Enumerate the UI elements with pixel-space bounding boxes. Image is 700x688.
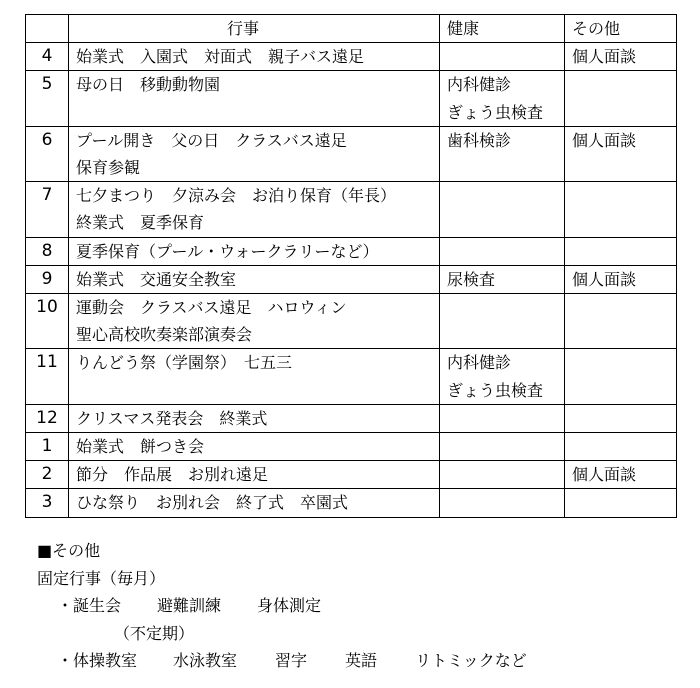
health-cell <box>440 404 565 432</box>
events-cell <box>69 349 440 404</box>
month-cell: 10 <box>26 294 69 349</box>
event-line: りんどう祭（学園祭） 七五三 <box>76 353 293 373</box>
events-cell <box>69 404 440 432</box>
other-cell <box>565 294 677 349</box>
event-line: 運動会 クラスバス遠足 ハロウィン <box>76 298 347 318</box>
events-cell <box>69 265 440 293</box>
month-cell: 9 <box>26 265 69 293</box>
event-line: 始業式 交通安全教室 <box>76 269 237 289</box>
table-row <box>26 43 677 71</box>
table-body <box>26 43 677 517</box>
irregular-label: （不定期） <box>114 623 195 643</box>
health-cell <box>440 461 565 489</box>
event-line: 聖心高校吹奏楽部演奏会 <box>76 325 253 345</box>
event-line: ひな祭り お別れ会 終了式 卒園式 <box>76 493 349 513</box>
monthly-item: 避難訓練 <box>157 596 222 615</box>
events-cell <box>69 43 440 71</box>
event-line: 母の日 移動動物園 <box>76 75 221 95</box>
other-cell <box>565 404 677 432</box>
irregular-items-row <box>37 647 527 675</box>
month-cell: 8 <box>26 237 69 265</box>
other-cell <box>565 43 677 71</box>
table-row <box>26 461 677 489</box>
annual-schedule-table <box>25 14 677 518</box>
monthly-items-row <box>37 592 527 620</box>
event-line: 節分 作品展 お別れ遠足 <box>76 465 269 485</box>
health-line: 内科健診 <box>447 75 512 95</box>
irregular-item: 習字 <box>275 651 308 670</box>
health-line: 歯科検診 <box>447 130 512 150</box>
event-line: 七夕まつり 夕涼み会 お泊り保育（年長） <box>76 186 397 206</box>
event-line: プール開き 父の日 クラスバス遠足 <box>76 130 347 150</box>
irregular-item: リトミックなど <box>415 651 527 670</box>
other-cell <box>565 489 677 517</box>
health-cell <box>440 294 565 349</box>
table-header-row <box>26 15 677 43</box>
table-row <box>26 182 677 237</box>
event-line: 保育参観 <box>76 158 141 178</box>
table-row <box>26 404 677 432</box>
health-cell <box>440 349 565 404</box>
table-row <box>26 126 677 181</box>
events-cell <box>69 126 440 181</box>
other-line: 個人面談 <box>572 47 637 67</box>
other-heading: ■その他 <box>37 541 101 560</box>
monthly-item: ・誕生会 <box>57 596 122 615</box>
events-cell <box>69 71 440 126</box>
other-cell <box>565 265 677 293</box>
event-line: クリスマス発表会 終業式 <box>76 408 268 428</box>
header-events <box>69 15 440 43</box>
other-cell <box>565 71 677 126</box>
monthly-item: 身体測定 <box>257 596 322 615</box>
header-events-right: 事 <box>243 19 260 38</box>
health-line: ぎょう虫検査 <box>447 380 544 400</box>
month-cell: 4 <box>26 43 69 71</box>
health-cell <box>440 71 565 126</box>
irregular-item: 英語 <box>345 651 378 670</box>
month-cell: 7 <box>26 182 69 237</box>
header-events-left: 行 <box>227 19 244 38</box>
other-cell <box>565 349 677 404</box>
event-line: 始業式 餅つき会 <box>76 437 205 457</box>
health-cell <box>440 126 565 181</box>
month-cell: 12 <box>26 404 69 432</box>
event-line: 夏季保育（プール・ウォークラリーなど） <box>76 241 379 261</box>
table-row <box>26 489 677 517</box>
irregular-item: 水泳教室 <box>173 651 238 670</box>
other-cell <box>565 182 677 237</box>
month-cell: 3 <box>26 489 69 517</box>
health-cell <box>440 433 565 461</box>
irregular-item: ・体操教室 <box>57 651 138 670</box>
events-cell <box>69 294 440 349</box>
health-cell <box>440 489 565 517</box>
header-health: 健康 <box>440 15 565 43</box>
month-cell: 1 <box>26 433 69 461</box>
table-row <box>26 71 677 126</box>
health-line: 内科健診 <box>447 353 512 373</box>
events-cell <box>69 182 440 237</box>
event-line: 終業式 夏季保育 <box>76 213 205 233</box>
other-line: 個人面談 <box>572 465 637 485</box>
header-month <box>26 15 69 43</box>
table-row <box>26 349 677 404</box>
other-section <box>37 537 527 675</box>
other-cell <box>565 126 677 181</box>
month-cell: 2 <box>26 461 69 489</box>
other-cell <box>565 461 677 489</box>
events-cell <box>69 489 440 517</box>
health-cell <box>440 265 565 293</box>
events-cell <box>69 461 440 489</box>
month-cell: 5 <box>26 71 69 126</box>
other-line: 個人面談 <box>572 130 637 150</box>
other-cell <box>565 237 677 265</box>
month-cell: 11 <box>26 349 69 404</box>
events-cell <box>69 433 440 461</box>
month-cell: 6 <box>26 126 69 181</box>
table-row <box>26 294 677 349</box>
health-line: 尿検査 <box>447 269 496 289</box>
table-row <box>26 237 677 265</box>
events-cell <box>69 237 440 265</box>
health-line: ぎょう虫検査 <box>447 102 544 122</box>
other-cell <box>565 433 677 461</box>
health-cell <box>440 237 565 265</box>
table-row <box>26 433 677 461</box>
health-cell <box>440 182 565 237</box>
health-cell <box>440 43 565 71</box>
header-other: その他 <box>565 15 677 43</box>
table-row <box>26 265 677 293</box>
other-line: 個人面談 <box>572 269 637 289</box>
fixed-events-title: 固定行事（毎月） <box>37 568 166 588</box>
event-line: 始業式 入園式 対面式 親子バス遠足 <box>76 47 365 67</box>
